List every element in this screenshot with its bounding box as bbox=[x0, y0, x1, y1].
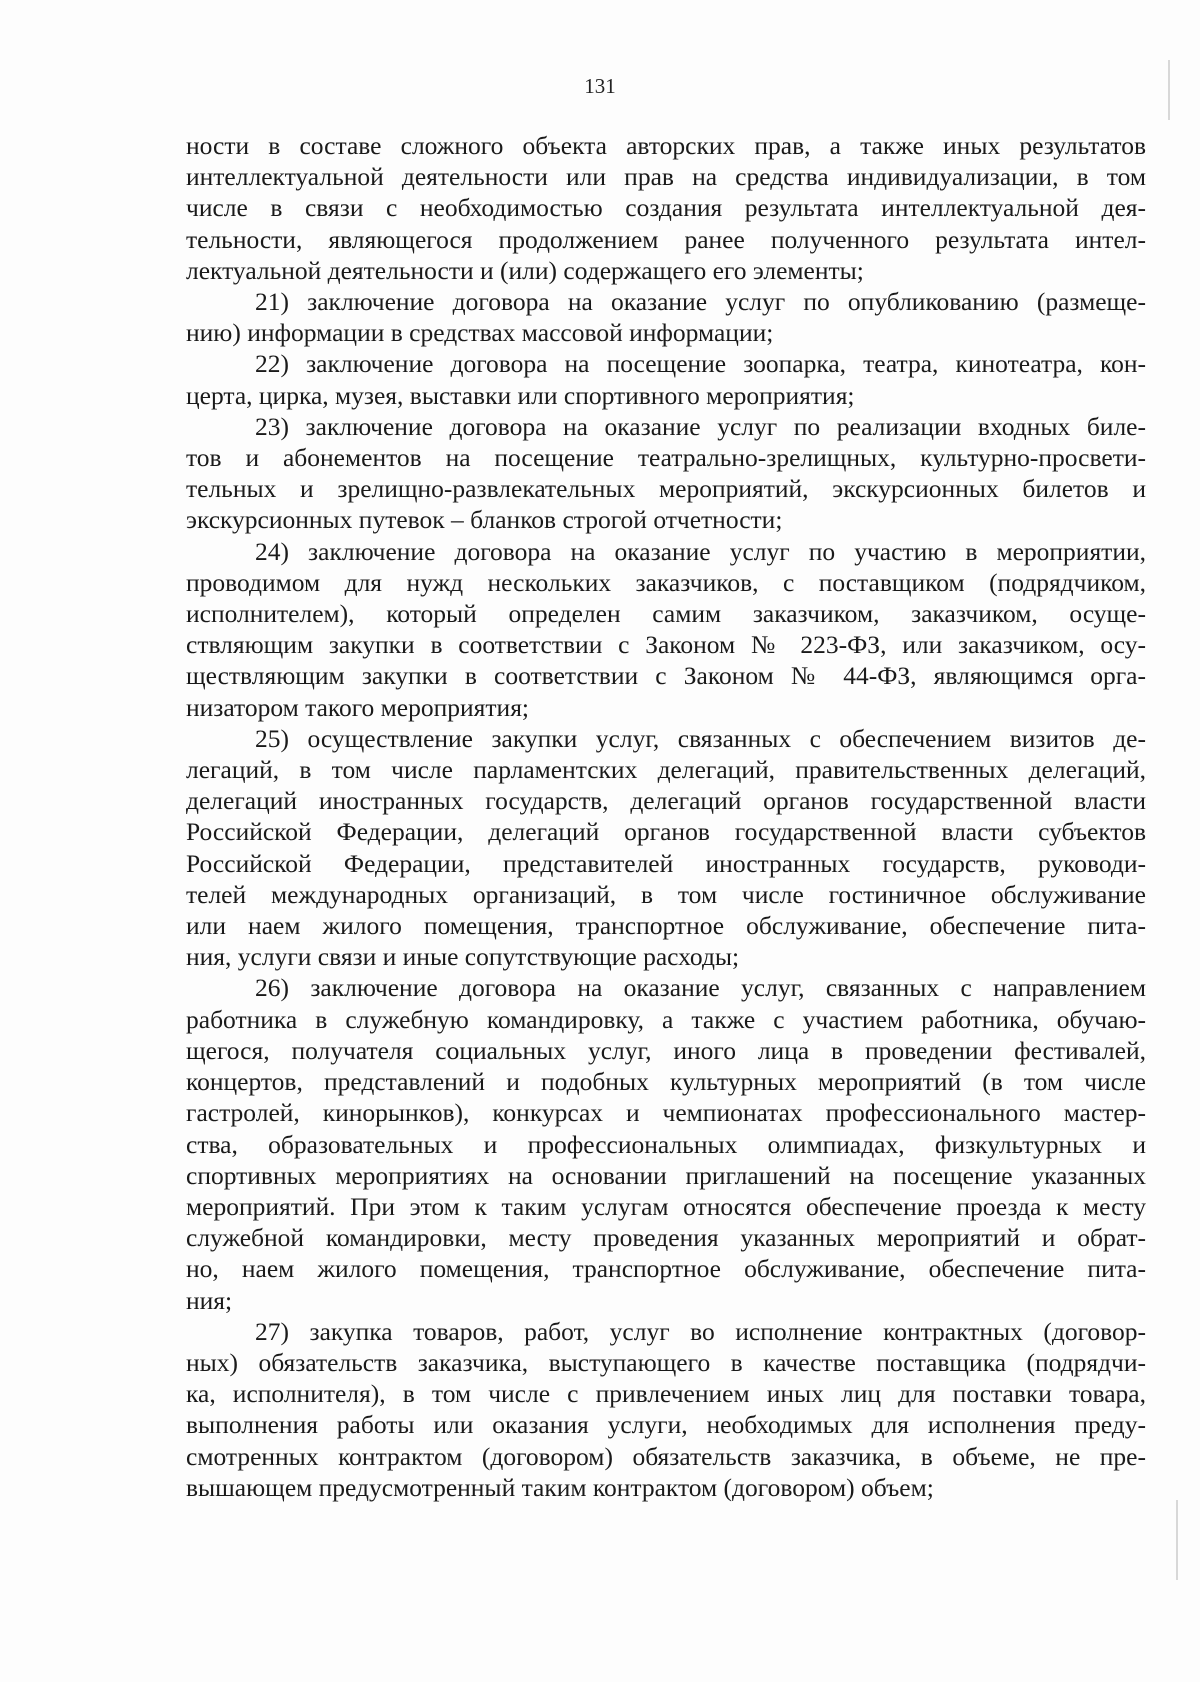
text-line: выполнения работы или оказания услуги, необходимых для исполнения преду- bbox=[186, 1410, 1146, 1440]
text-line: спортивных мероприятиях на основании приглашений на посещение указанных bbox=[186, 1160, 1146, 1190]
text-line: Российской Федерации, представителей иностранных государств, руководи- bbox=[186, 848, 1146, 878]
text-line: нию) информации в средствах массовой информации; bbox=[186, 318, 774, 348]
text-line: или наем жилого помещения, транспортное обслуживание, обеспечение пита- bbox=[186, 911, 1146, 941]
text-line: низатором такого мероприятия; bbox=[186, 692, 530, 722]
text-line: смотренных контрактом (договором) обязательств заказчика, в объеме, не пре- bbox=[186, 1441, 1146, 1471]
text-line: работника в служебную командировку, а также с участием работника, обучаю- bbox=[186, 1004, 1146, 1034]
text-line: ных) обязательств заказчика, выступающего в качестве поставщика (подрядчи- bbox=[186, 1347, 1146, 1377]
text-line: концертов, представлений и подобных культурных мероприятий (в том числе bbox=[186, 1067, 1146, 1097]
document-body bbox=[186, 130, 1146, 1503]
text-line: тельности, являющегося продолжением ранее полученного результата интел- bbox=[186, 224, 1146, 254]
text-line: церта, цирка, музея, выставки или спортивного мероприятия; bbox=[186, 380, 855, 410]
text-line: интеллектуальной деятельности или прав на средства индивидуализации, в том bbox=[186, 162, 1146, 192]
text-line: ствляющим закупки в соответствии с Законом № 223-ФЗ, или заказчиком, осу- bbox=[186, 630, 1146, 660]
text-line: легаций, в том числе парламентских делегаций, правительственных делегаций, bbox=[186, 755, 1146, 785]
text-line: исполнителем), который определен самим заказчиком, заказчиком, осуще- bbox=[186, 599, 1146, 629]
text-line: гастролей, кинорынков), конкурсах и чемпионатах профессионального мастер- bbox=[186, 1098, 1146, 1128]
text-line: Российской Федерации, делегаций органов государственной власти субъектов bbox=[186, 817, 1146, 847]
text-line: 26) заключение договора на оказание услуг, связанных с направлением bbox=[255, 973, 1146, 1003]
text-line: лектуальной деятельности и (или) содержащего его элементы; bbox=[186, 255, 864, 285]
text-line: ния; bbox=[186, 1285, 233, 1315]
text-line: 22) заключение договора на посещение зоопарка, театра, кинотеатра, кон- bbox=[255, 349, 1146, 379]
text-line: служебной командировки, месту проведения указанных мероприятий и обрат- bbox=[186, 1223, 1146, 1253]
text-line: ния, услуги связи и иные сопутствующие расходы; bbox=[186, 942, 740, 972]
text-line: 25) осуществление закупки услуг, связанных с обеспечением визитов де- bbox=[255, 723, 1146, 753]
text-line: тов и абонементов на посещение театрально-зрелищных, культурно-просвети- bbox=[186, 443, 1146, 473]
text-line: 27) закупка товаров, работ, услуг во исполнение контрактных (договор- bbox=[255, 1316, 1146, 1346]
text-line: 24) заключение договора на оказание услуг по участию в мероприятии, bbox=[255, 536, 1146, 566]
text-line: тельных и зрелищно-развлекательных мероприятий, экскурсионных билетов и bbox=[186, 474, 1146, 504]
text-line: числе в связи с необходимостью создания результата интеллектуальной дея- bbox=[186, 193, 1146, 223]
text-line: ства, образовательных и профессиональных олимпиадах, физкультурных и bbox=[186, 1129, 1146, 1159]
page-number: 131 bbox=[584, 74, 616, 98]
text-line: ществляющим закупки в соответствии с Законом № 44-ФЗ, являющимся орга- bbox=[186, 661, 1146, 691]
scan-edge-mark bbox=[1168, 60, 1170, 120]
text-line: вышающем предусмотренный таким контрактом (договором) объем; bbox=[186, 1472, 934, 1502]
text-line: делегаций иностранных государств, делегаций органов государственной власти bbox=[186, 786, 1146, 816]
text-line: проводимом для нужд нескольких заказчиков, с поставщиком (подрядчиком, bbox=[186, 567, 1146, 597]
text-line: 23) заключение договора на оказание услуг по реализации входных биле- bbox=[255, 411, 1146, 441]
text-line: телей международных организаций, в том числе гостиничное обслуживание bbox=[186, 879, 1146, 909]
text-line: 21) заключение договора на оказание услуг по опубликованию (размеще- bbox=[255, 287, 1146, 317]
text-line: щегося, получателя социальных услуг, иного лица в проведении фестивалей, bbox=[186, 1035, 1146, 1065]
text-line: экскурсионных путевок – бланков строгой отчетности; bbox=[186, 505, 783, 535]
text-line: ка, исполнителя), в том числе с привлечением иных лиц для поставки товара, bbox=[186, 1379, 1146, 1409]
text-line: но, наем жилого помещения, транспортное обслуживание, обеспечение пита- bbox=[186, 1254, 1146, 1284]
text-line: ности в составе сложного объекта авторских прав, а также иных результатов bbox=[186, 131, 1146, 160]
scan-edge-mark bbox=[1176, 1500, 1178, 1580]
text-line: мероприятий. При этом к таким услугам относятся обеспечение проезда к месту bbox=[186, 1191, 1146, 1221]
